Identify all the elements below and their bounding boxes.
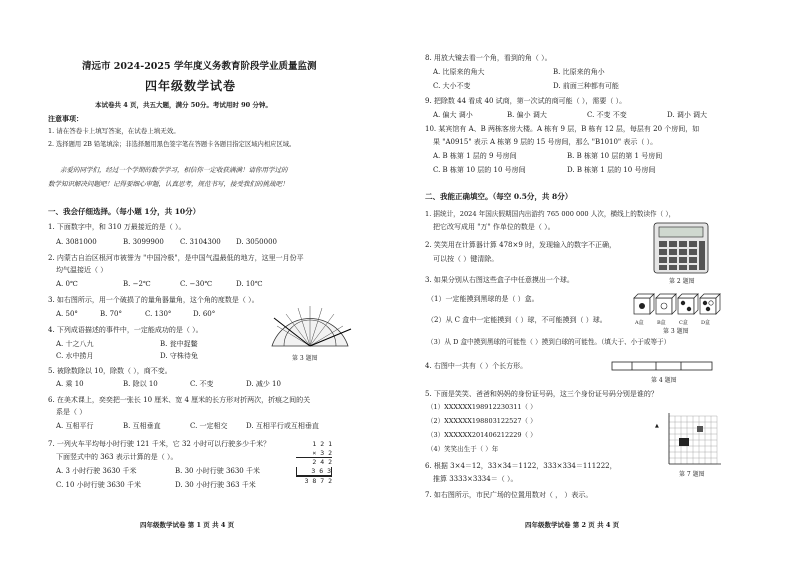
q8-option-d: D. 前面三种都有可能: [553, 82, 619, 90]
q10-option-b: B. B 栋第 10 层的第 1 号房间: [567, 152, 663, 160]
page-2-footer: 四年级数学试卷 第 2 页 共 4 页: [525, 521, 620, 529]
grid-map-figure: [665, 412, 725, 470]
q8-option-b: B. 比原来的角小: [553, 68, 605, 76]
fill-3-part-3: （3）从 D 盒中摸到黑球的可能性（ ）摸到白球的可能性。（填大于、小于或等于）: [427, 338, 671, 346]
calc-line: 3 8 7 2: [296, 476, 332, 486]
section-1-heading: 一、我会仔细选择。（每小题 1分，共 10分）: [48, 207, 201, 216]
q6-option-b: B. 互相垂直: [123, 422, 161, 430]
figure-3-caption: 第 3 题图: [292, 355, 318, 362]
question-6-line-1: 6. 在美术课上，奕奕把一张长 10 厘米、宽 4 厘米的长方形对折两次，折痕之间的关: [48, 396, 311, 404]
fill-1-line-2: 把它改写成用 "万" 作单位的数是（ ）。: [433, 223, 555, 231]
q3-option-b: B. 70°: [100, 310, 123, 318]
calc-line: × 3 2: [296, 449, 332, 459]
question-2-line-2: 均气温接近（ ）: [56, 266, 108, 274]
fill-1-line-1: 1. 据统计，2024 年国庆假期国内出游约 765 000 000 人次，横线上的数读作（ ），: [425, 210, 676, 218]
exam-region-title: 清远市 2024-2025 学年度义务教育阶段学业质量监测: [82, 61, 317, 72]
q1-option-d: D. 3050000: [236, 238, 277, 246]
ball-boxes-figure: [632, 292, 722, 318]
calc-line-363: 3 6 3: [296, 467, 332, 477]
greeting-line-2: 数学知识解决问题吧！记得要细心审题，认真思考，规范书写，接受我们的挑战吧！: [48, 180, 289, 188]
q9-option-c: C. 不变 不变: [587, 111, 627, 119]
question-8: 8. 用放大镜去看一个角，看到的角（ ）。: [425, 54, 552, 62]
box-label-d: D盒: [701, 320, 711, 326]
q5-option-c: C. 不变: [190, 380, 214, 388]
box-label-a: A盒: [635, 320, 644, 326]
note-1: 1. 请在答卷卡上填写答案，在试卷上填无效。: [48, 127, 180, 135]
q2-option-a: A. 0℃: [56, 280, 78, 288]
question-10-line-1: 10. 某宾馆有 A、B 两栋客房大楼。A 栋有 9 层，B 栋有 12 层，每层有 20 个房间，如: [425, 125, 700, 133]
calculator-figure: [653, 222, 709, 274]
question-5: 5. 被除数除以 10，除数（ ），商不变。: [48, 367, 172, 375]
q2-option-d: D. 10℃: [236, 280, 263, 288]
notes-heading: 注意事项：: [48, 114, 83, 123]
figure-4-caption: 第 4 题图: [651, 377, 677, 384]
calc-line: 1 2 1: [312, 440, 332, 448]
section-2-heading: 二、我能正确填空。（每空 0.5分，共 8分）: [425, 192, 573, 201]
question-3: 3. 如右图所示，用一个破损了的量角器量角，这个角的度数是（ ）。: [48, 296, 259, 304]
id-number-2: （2）XXXXXX198803122527（ ）: [427, 417, 537, 425]
exam-subject-title: 四年级数学试卷: [145, 79, 237, 93]
broken-protractor-figure: [268, 296, 352, 354]
figure-7-caption: 第 7 题图: [679, 471, 705, 478]
question-10-line-2: 果 "A0915" 表示 A 栋第 9 层的 15 号房间，那么 "B1010" 表示（ ）。: [433, 138, 658, 146]
fill-3-part-1: （1）一定能摸到黑球的是（ ）盒。: [427, 295, 539, 303]
page-1-footer: 四年级数学试卷 第 1 页 共 4 页: [140, 521, 235, 529]
q3-option-d: D. 60°: [193, 310, 216, 318]
note-2: 2. 选择题用 2B 铅笔填涂；非选择题用黑色签字笔在答题卡各题目指定区域内相应区域。: [48, 141, 296, 148]
id-number-3: （3）XXXXXX201406212229（ ）: [427, 431, 537, 439]
figure-2-caption: 第 2 题图: [669, 278, 695, 285]
fill-7: 7. 如右图所示，市民广场的位置用数对（ ， ）表示。: [425, 491, 593, 499]
fill-4: 4. 右图中一共有（ ）个长方形。: [425, 362, 528, 370]
q7-option-d: D. 30 小时行驶 363 千米: [175, 481, 256, 489]
figure-3-right-caption: 第 3 题图: [663, 328, 689, 335]
exam-intro: 本试卷共 4 页，共五大题，满分 50分。考试用时 90 分钟。: [95, 101, 272, 109]
q3-option-a: A. 50°: [56, 310, 78, 318]
q4-option-c: C. 水中捞月: [56, 352, 94, 360]
q6-option-c: C. 一定相交: [190, 422, 228, 430]
north-arrow-icon: ▲: [655, 423, 659, 429]
q4-option-b: B. 瓮中捉鳖: [160, 340, 198, 348]
q5-option-d: D. 减少 10: [246, 380, 281, 388]
question-7-line-1: 7. 一列火车平均每小时行驶 121 千米，它 32 小时可以行驶多少千米？: [48, 440, 271, 448]
box-label-b: B盒: [657, 320, 666, 326]
q10-option-d: D. B 栋第 1 层的 10 号房间: [567, 166, 656, 174]
fill-2-line-2: 可以按（ ）键清除。: [433, 255, 499, 263]
q2-option-b: B. −2℃: [123, 280, 151, 288]
q10-option-a: A. B 栋第 1 层的 9 号房间: [433, 152, 517, 160]
fill-5: 5. 下面是笑笑、爸爸和妈妈的身份证号码，这三个身份证号码分别是谁的？: [425, 390, 658, 398]
q8-option-c: C. 大小不变: [433, 82, 471, 90]
q8-option-a: A. 比原来的角大: [433, 68, 485, 76]
q1-option-a: A. 3081000: [56, 238, 97, 246]
page-2: [397, 0, 794, 561]
fill-3: 3. 如果分别从右图这些盒子中任意摸出一个球。: [425, 276, 574, 284]
q3-option-c: C. 130°: [145, 310, 172, 318]
box-label-c: C盒: [679, 320, 688, 326]
fill-6-line-2: 推算 3333×3334＝（ ）。: [433, 475, 518, 483]
birth-year-blank: （4）笑笑出生于（ ）年: [427, 445, 499, 453]
q6-option-d: D. 互相平行或互相垂直: [246, 422, 319, 430]
q9-option-a: A. 偏大 调小: [433, 111, 473, 119]
q7-option-c: C. 10 小时行驶 3630 千米: [56, 481, 141, 489]
question-7-line-2: 下面竖式中的 363 表示计算的是（ ）。: [56, 453, 178, 461]
question-9: 9. 把除数 44 看成 40 试商，第一次试的商可能（ ），需要（ ）。: [425, 97, 627, 105]
q1-option-b: B. 3099900: [123, 238, 164, 246]
greeting-line-1: 亲爱的同学们，经过一个学期的数学学习，相信你一定收获满满！请你用学过的: [60, 166, 288, 174]
q7-option-b: B. 30 小时行驶 3630 千米: [175, 467, 260, 475]
q1-option-c: C. 3104300: [180, 238, 221, 246]
fill-3-part-2: （2）从 C 盒中一定能摸到（ ）球，不可能摸到（ ）球。: [427, 316, 607, 324]
id-number-1: （1）XXXXXX198912230311（ ）: [427, 403, 537, 411]
question-4: 4. 下列成语描述的事件中，一定能成功的是（ ）。: [48, 326, 203, 334]
q10-option-c: C. B 栋第 10 层的 10 号房间: [433, 166, 526, 174]
calc-line: 2 4 2: [312, 458, 332, 466]
q5-option-a: A. 乘 10: [56, 380, 84, 388]
q2-option-c: C. −30℃: [180, 280, 213, 288]
q5-option-b: B. 除以 10: [123, 380, 158, 388]
q7-option-a: A. 3 小时行驶 3630 千米: [56, 467, 137, 475]
q6-option-a: A. 互相平行: [56, 422, 94, 430]
q9-option-b: B. 偏小 调大: [507, 111, 547, 119]
q9-option-d: D. 调小 调大: [667, 111, 708, 119]
q4-option-a: A. 十之八九: [56, 340, 94, 348]
fill-2-line-1: 2. 笑笑用在计算器计算 478×9 时，发现输入的数字不正确，: [425, 241, 617, 249]
q4-option-d: D. 守株待兔: [160, 352, 198, 360]
question-1: 1. 下面数字中，和 310 万最接近的是（ ）。: [48, 223, 186, 231]
question-2-line-1: 2. 内蒙古自治区根河市被誉为 "中国冷极"，是中国气温最低的地方，这里一月份平: [48, 254, 304, 262]
rectangle-strip-figure: [611, 360, 715, 372]
vertical-multiplication: [296, 440, 332, 486]
question-6-line-2: 系是（ ）: [56, 408, 87, 416]
fill-6-line-1: 6. 根据 3×4＝12，33×34＝1122，333×334＝111222，: [425, 462, 617, 470]
